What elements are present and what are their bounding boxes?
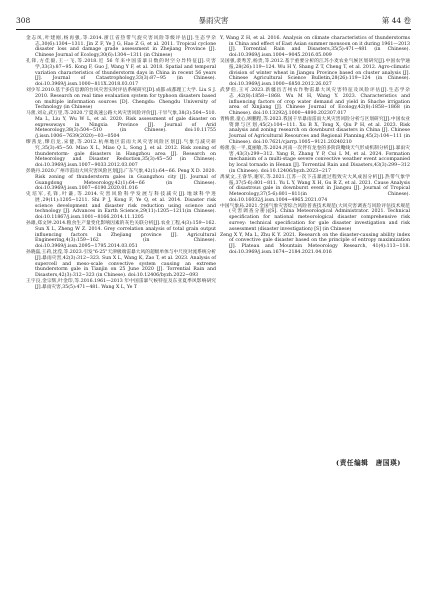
reference-entry: 史培军,孔锋,叶谦,等.2014.灾害风险科学发展与科技减灾[J].地球科学进展,29(11):1205−1211. Shi P J, Kong F, Ye Q, et al. 2014. Disaster risk science development and disaster risk reduction using science and technology [J]. Advances in Earth Science,29(11):1205−1211(in Chinese). doi:10.11867/j.issn.1001−8166.2014.11.1205 [26,192,216,221]
reference-entry: Y, Wang Z H, et al. 2016. Analysis on climate characteristics of thunderstorms in China and effect of East Asian summer monsoon on it during 1961—2013 [J]. Torrential Rain and Disasters,35(5):471−481 (in Chinese). doi:10.3969/j.issn.1004−9045.2016.05.009 [220,36,410,59]
reference-entry: 马蕾,刘众,武万里,等.2020.宁夏高速公路大风灾害风险评价[J].干旱气象,38(3):504−510. Ma L, Liu Y, Wu W L, et al. 2020. Risk assessment of gale disaster on expressways in Ningxia Province [J]. Journal of Arid Meteorology,38(3):504−510 (in Chinese). doi:10.11755 /j.issn.1006−7639(2020)−03−0504 [26,111,216,140]
references-column-left [26,36,216,291]
reference-entry: 缪茜龙,缪启龙,宋健,等.2012.杭州地区雷雨大风灾害风险区划[J].气象与减灾研究,35(3):45−50. Miao X L, Miao Q L, Song J, et al. 2012. Risk zoning of thunderstorm- gale disasters in Hangzhou area [J]. Research on Meteorology and Disaster Reduction,35(3):45−50 (in Chinese). doi:10.3969/j.issn.1007−9033.2012.03.007 [26,140,216,169]
running-header [16,14,411,28]
reference-entry: 王宇良,金宗辉,叶金印,等.2016.1961—2013 年中国雷暴气候特征及东亚夏季风影响研究[J].暴雨灾害,35(5):471−481. Wang X L, Ye T [26,279,216,290]
reference-entry: Zeng X Y, Ma L, Zhu K Y. 2021. Research on the disaster-causing ability index of convective gale disaster based on the principle of entropy maximization [J]. Plateau and Mountain Meteorology Research, 41(4):113−118. doi:10.3969/j.issn.1674−2184.2021.04.016 [220,232,410,255]
reference-entry: 孙雄,郑文钟.2014.粮食生产量变化影响因素的灰色关联分析[J].农业工程,4(3):159−162. Sun X L, Zheng W Z. 2014. Grey correlation analysis of total grain output influencing factors in Zhejiang province [J]. Agricultural Engineering,4(3):159−162 (in Chinese). doi:10.3969/j.issn.2095−1795.2014.03.051 [26,221,216,250]
reference-entry: 杨蕾,张一平,夏丽敏,等.2024.河南一次伴有龙卷的多阶段飑线天气形成机制分析[J].暴雨灾害,43(3):299−312. Yang R, Zhang Y P, Cui L M, et al. 2024. Formation mechanism of a multi-stage severe convective weather event accompanied by local tornado in Henan [J]. Torrential Rain and Disasters,43(3):299−312 (in Chinese). doi:10.12406/byzh.2023−217 [220,145,410,174]
reference-entry: 吴国强,裴秀芳,杨贵,等.2012.基于重要分析的江苏小麦农业气候区划研究[J].中国农学通报,28(26):119−124. Wu H Y, Shang Z T, Cheng T, et al. 2012. Agro-climatic division of winter wheat in Jiangsu Province based on cluster analysis [J]. Chinese Agricultural Science Bulletin,28(26):119−124 (in Chinese). doi:10.3969/j.issn.1000−6850.2012.26.027 [220,59,410,88]
reference-entry: 胥梅蕾,童心,顾鹏程,等.2023.我国干旱暴雨雷雨大风灾害风险分析与区划研究[J].中国农业资源与区划,45(2):104−111. Xu B X, Tong X, Qiu P H, et al. 2023. Risk analysis and zoning research on downburst disasters in China [J]. Chinese Journal of Agricultural Resources and Regional Planning,45(2):104−111 (in Chinese). doi:10.7621/cjarrp.1005−9121.20240210 [220,117,410,145]
journal-title: 暴雨灾害 [198,16,229,25]
reference-entry: 中国气象局.2021.全国气象灾害综合风险普查技术规范(大风灾害调查与风险评估技术规范(灾害调查分册))[S]. China Meteorological Administrator. 2021. Technical specification for national meteorological disaster comprehensive risk survey: technical specification for gale disaster investigation and risk assessment (disaster investigation) [S] (in Chinese) [220,203,410,232]
reference-entry: 武梦伯,王可.2023.新疆昌吉州农作物雷暴大风灾害特征及风险评估[J].生态学杂志,42(8):1858−1868. Wu M H, Wang Y. 2023. Characteristics and influencing factors of crop water demand and yield in Shache irrigation area of Xinjiang [J]. Chinese Journal of Ecology,42(8):1858−1868 (in Chinese). doi:10.13292/j.1000−4890.202307.017 [220,88,410,116]
reference-entry: 孙晓磊,王莉,沈滢,等.2023.引发"6·25"天津极端雷暴大风的超级单体与中尺度对流系统分析[J].暴雨灾害,42(3):312−323. Sun X L, Wang K, Zao T, et al. 2023. Analysis of supercell and meso-scale convective system causing an extreme thunderstorm gale in Tianjin on 25 June 2020 [J]. Torrential Rain and Disasters,42(3):312−323 (in Chinese). doi:10.12406/byzh.2022−093 [26,250,216,278]
volume-label: 第 44 卷 [381,16,411,25]
editor-note: (责任编辑 唐国瑛) [336,459,401,467]
reference-entry: 彭晓丹.2020.广州市雷雨大风灾害风险区划[J].广东气象,42(1):64−66. Peng X D. 2020. Risk zoning of thunderstorm gales in Guangzhou city [J]. Journal of Guangdong Meteorology,42(1):64−66 (in Chinese). doi:10.3969/j.issn.1007−6190.2020.01.016 [26,169,216,192]
reference-entry: 刘少军.2010.基于多信息源的台风灾害实时评估系统研究[D].成都:成都理工大学. Liu S J. 2010. Research on real time evaluation system for typhoon disasters based on multiple information sources [D]. Chengdu: Chengdu University of Technology (in Chinese) [26,88,216,111]
header-rule [16,29,411,30]
reference-entry: 孔锋,方佳毅,王一飞,等.2018.近 56 年来中国雷暴日数的时空分异特征[J].灾害学,33(3):87−95. Kong F, Guo J, Wang Y F, et al. 2018. Spatial and temporal variation characteristics of thunderstorm days in China in recent 56 years [J]. Journal of Catastrophology,33(3):87−95 (in Chinese). doi:10.3969/j.issn.1000−811X.2018.03.017 [26,59,216,88]
page-number: 308 [16,16,31,25]
reference-entry: 禹斌文,王睿华,谢军,等.2021.江苏一次下击暴流过程致灾大风成因分析[J].热带气象学报,37(5-6):801−811. Yu L Y, Wang X H, Gu R Z, et al. 2021. Cause Analysis of disastrous gale in downburst event in Jiangsu [J]. Journal of Tropical Meteorology,37(5-6):801−811(in Chinese). doi:10.16032/j.issn.1004−4965.2021.074 [220,174,410,203]
references-column-right [220,36,410,256]
reference-entry: 金志凤,叶建刚,杨再强,等.2014.浙江省热带气旋灾害风险等级评估[J].生态学杂志,30(6):1304−1311. Jin Z F, Ye J G, Hao Z G, et al. 2011. Tropical cyclone disaster loss and damage grade assessment in Zhejiang Province [J]. Chinese Journal of Ecology,30(6):1304−1311 (in Chinese) [26,36,216,59]
